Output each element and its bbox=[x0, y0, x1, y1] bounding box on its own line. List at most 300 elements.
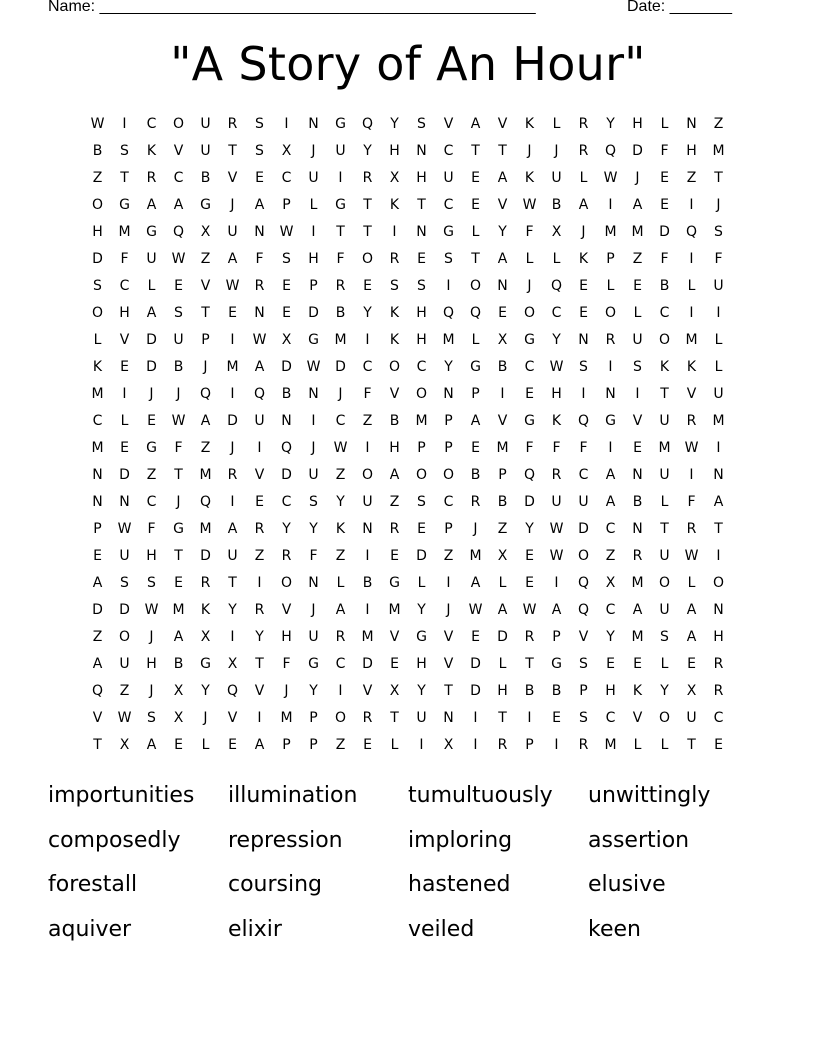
grid-letter: R bbox=[389, 251, 400, 267]
grid-letter: U bbox=[713, 386, 724, 402]
grid-letter: D bbox=[92, 251, 103, 267]
grid-row bbox=[84, 165, 732, 192]
grid-letter: M bbox=[712, 413, 725, 429]
grid-letter: G bbox=[389, 575, 400, 591]
grid-letter: I bbox=[473, 737, 478, 753]
grid-letter: V bbox=[119, 332, 130, 348]
grid-letter: H bbox=[605, 683, 616, 699]
grid-letter: J bbox=[176, 386, 181, 402]
grid-letter: B bbox=[497, 359, 508, 375]
grid-letter: M bbox=[334, 332, 347, 348]
grid-letter: L bbox=[714, 332, 723, 348]
grid-letter: H bbox=[119, 305, 130, 321]
grid-letter: A bbox=[173, 197, 184, 213]
grid-letter: T bbox=[363, 224, 372, 240]
grid-letter: T bbox=[174, 467, 183, 483]
grid-letter: G bbox=[335, 116, 346, 132]
grid-letter: P bbox=[444, 413, 453, 429]
grid-letter: F bbox=[120, 251, 129, 267]
grid-letter: Y bbox=[282, 521, 291, 537]
grid-letter: E bbox=[363, 737, 372, 753]
grid-letter: G bbox=[470, 359, 481, 375]
grid-letter: Y bbox=[417, 602, 426, 618]
grid-letter: L bbox=[336, 575, 345, 591]
grid-letter: N bbox=[443, 710, 454, 726]
grid-letter: Q bbox=[199, 386, 212, 402]
grid-letter: E bbox=[525, 386, 534, 402]
grid-letter: I bbox=[554, 575, 559, 591]
grid-letter: A bbox=[92, 575, 103, 591]
grid-letter: W bbox=[522, 197, 537, 213]
grid-letter: D bbox=[146, 359, 157, 375]
grid-letter: X bbox=[281, 143, 292, 159]
grid-letter: W bbox=[171, 413, 186, 429]
grid-letter: I bbox=[689, 305, 694, 321]
grid-letter: G bbox=[416, 629, 427, 645]
grid-letter: H bbox=[713, 629, 724, 645]
grid-letter: A bbox=[713, 494, 724, 510]
grid-letter: P bbox=[552, 629, 561, 645]
grid-letter: I bbox=[338, 170, 343, 186]
grid-letter: B bbox=[281, 386, 292, 402]
grid-letter: T bbox=[120, 170, 129, 186]
grid-letter: N bbox=[362, 521, 373, 537]
grid-letter: V bbox=[281, 602, 292, 618]
grid-letter: M bbox=[280, 710, 293, 726]
grid-letter: Y bbox=[309, 683, 318, 699]
grid-letter: W bbox=[522, 602, 537, 618]
grid-letter: U bbox=[227, 224, 238, 240]
grid-letter: E bbox=[471, 629, 480, 645]
grid-letter: I bbox=[338, 683, 343, 699]
grid-letter: B bbox=[92, 143, 103, 159]
grid-letter: J bbox=[149, 683, 154, 699]
word-bank-item: keen bbox=[588, 916, 641, 942]
word-bank-item: repression bbox=[228, 827, 343, 853]
grid-letter: S bbox=[147, 710, 156, 726]
grid-letter: V bbox=[497, 116, 508, 132]
grid-letter: I bbox=[473, 710, 478, 726]
grid-letter: Z bbox=[92, 629, 103, 645]
grid-letter: F bbox=[552, 440, 561, 456]
grid-letter: A bbox=[254, 197, 265, 213]
grid-letter: W bbox=[144, 602, 159, 618]
grid-letter: G bbox=[119, 197, 130, 213]
grid-letter: M bbox=[226, 359, 239, 375]
grid-letter: V bbox=[497, 413, 508, 429]
grid-letter: N bbox=[443, 386, 454, 402]
grid-letter: L bbox=[498, 575, 507, 591]
grid-letter: H bbox=[551, 386, 562, 402]
grid-letter: S bbox=[255, 143, 264, 159]
grid-letter: M bbox=[172, 602, 185, 618]
grid-letter: J bbox=[311, 602, 316, 618]
grid-letter: N bbox=[578, 332, 589, 348]
grid-letter: E bbox=[633, 278, 642, 294]
grid-letter: O bbox=[658, 710, 671, 726]
grid-letter: E bbox=[228, 305, 237, 321]
grid-letter: J bbox=[230, 197, 235, 213]
grid-letter: N bbox=[416, 143, 427, 159]
grid-letter: Q bbox=[550, 278, 563, 294]
grid-letter: X bbox=[389, 683, 400, 699]
grid-letter: R bbox=[362, 710, 373, 726]
grid-letter: M bbox=[496, 440, 509, 456]
grid-letter: R bbox=[200, 575, 211, 591]
word-bank-item: aquiver bbox=[48, 916, 132, 942]
grid-letter: Z bbox=[335, 548, 346, 564]
grid-letter: J bbox=[203, 359, 208, 375]
grid-letter: Q bbox=[91, 683, 104, 699]
grid-letter: C bbox=[605, 710, 616, 726]
grid-letter: F bbox=[579, 440, 588, 456]
grid-letter: L bbox=[471, 224, 480, 240]
grid-letter: D bbox=[92, 602, 103, 618]
grid-letter: P bbox=[282, 197, 291, 213]
grid-letter: P bbox=[444, 440, 453, 456]
grid-letter: H bbox=[389, 440, 400, 456]
grid-letter: F bbox=[525, 440, 534, 456]
grid-letter: Z bbox=[335, 467, 346, 483]
grid-letter: J bbox=[635, 170, 640, 186]
grid-letter: T bbox=[714, 521, 723, 537]
grid-letter: E bbox=[390, 548, 399, 564]
grid-letter: Z bbox=[443, 548, 454, 564]
grid-letter: J bbox=[284, 683, 289, 699]
grid-letter: R bbox=[578, 737, 589, 753]
grid-letter: H bbox=[686, 143, 697, 159]
grid-letter: S bbox=[120, 575, 129, 591]
grid-letter: I bbox=[446, 575, 451, 591]
grid-letter: R bbox=[632, 548, 643, 564]
grid-letter: I bbox=[392, 224, 397, 240]
grid-letter: H bbox=[92, 224, 103, 240]
grid-letter: I bbox=[230, 494, 235, 510]
grid-letter: V bbox=[443, 116, 454, 132]
grid-letter: S bbox=[417, 116, 426, 132]
grid-letter: D bbox=[119, 602, 130, 618]
grid-row bbox=[84, 678, 732, 705]
grid-letter: W bbox=[549, 521, 564, 537]
grid-letter: N bbox=[605, 386, 616, 402]
grid-letter: I bbox=[230, 332, 235, 348]
grid-letter: P bbox=[606, 251, 615, 267]
grid-letter: U bbox=[308, 629, 319, 645]
grid-letter: U bbox=[308, 170, 319, 186]
grid-letter: Z bbox=[632, 251, 643, 267]
grid-letter: R bbox=[254, 278, 265, 294]
grid-letter: W bbox=[225, 278, 240, 294]
grid-letter: T bbox=[174, 548, 183, 564]
grid-letter: D bbox=[497, 629, 508, 645]
grid-letter: C bbox=[281, 170, 292, 186]
grid-letter: V bbox=[254, 683, 265, 699]
grid-letter: Q bbox=[523, 467, 536, 483]
grid-letter: E bbox=[120, 440, 129, 456]
grid-letter: E bbox=[282, 278, 291, 294]
grid-letter: F bbox=[147, 521, 156, 537]
grid-letter: K bbox=[659, 359, 670, 375]
grid-letter: A bbox=[254, 359, 265, 375]
grid-letter: X bbox=[389, 170, 400, 186]
grid-letter: K bbox=[389, 197, 400, 213]
grid-letter: E bbox=[660, 170, 669, 186]
grid-letter: H bbox=[416, 656, 427, 672]
grid-letter: F bbox=[174, 440, 183, 456]
grid-row bbox=[84, 273, 732, 300]
grid-letter: Y bbox=[606, 116, 615, 132]
grid-letter: G bbox=[524, 332, 535, 348]
grid-letter: L bbox=[687, 575, 696, 591]
grid-letter: J bbox=[446, 602, 451, 618]
grid-letter: O bbox=[91, 197, 104, 213]
grid-letter: E bbox=[471, 440, 480, 456]
grid-letter: D bbox=[578, 521, 589, 537]
grid-row bbox=[84, 246, 732, 273]
grid-letter: P bbox=[93, 521, 102, 537]
grid-letter: D bbox=[146, 332, 157, 348]
grid-letter: O bbox=[415, 467, 428, 483]
grid-letter: R bbox=[389, 521, 400, 537]
grid-letter: V bbox=[254, 467, 265, 483]
grid-letter: J bbox=[527, 143, 532, 159]
grid-letter: Q bbox=[577, 413, 590, 429]
grid-letter: I bbox=[500, 386, 505, 402]
grid-letter: I bbox=[689, 197, 694, 213]
grid-row bbox=[84, 381, 732, 408]
grid-letter: I bbox=[419, 737, 424, 753]
grid-letter: R bbox=[335, 629, 346, 645]
grid-letter: A bbox=[227, 521, 238, 537]
grid-letter: B bbox=[362, 575, 373, 591]
grid-letter: V bbox=[227, 170, 238, 186]
grid-letter: Q bbox=[253, 386, 266, 402]
date-field-line: Date: _______ bbox=[627, 0, 732, 15]
grid-letter: L bbox=[309, 197, 318, 213]
word-bank-item: elusive bbox=[588, 872, 666, 897]
grid-letter: U bbox=[119, 656, 130, 672]
grid-letter: I bbox=[257, 710, 262, 726]
grid-letter: A bbox=[254, 737, 265, 753]
grid-letter: C bbox=[659, 305, 670, 321]
grid-letter: T bbox=[525, 656, 534, 672]
grid-letter: U bbox=[119, 548, 130, 564]
grid-letter: S bbox=[417, 278, 426, 294]
grid-letter: V bbox=[389, 629, 400, 645]
grid-letter: Z bbox=[362, 413, 373, 429]
grid-letter: O bbox=[658, 575, 671, 591]
grid-letter: Y bbox=[309, 521, 318, 537]
grid-letter: C bbox=[605, 521, 616, 537]
grid-letter: U bbox=[362, 494, 373, 510]
grid-letter: B bbox=[470, 467, 481, 483]
grid-letter: T bbox=[687, 737, 696, 753]
grid-letter: Y bbox=[525, 521, 534, 537]
grid-letter: H bbox=[497, 683, 508, 699]
word-bank-item: assertion bbox=[588, 827, 690, 853]
grid-letter: Y bbox=[363, 143, 372, 159]
grid-letter: M bbox=[469, 548, 482, 564]
word-bank-item: forestall bbox=[48, 872, 138, 897]
grid-letter: U bbox=[686, 710, 697, 726]
grid-letter: E bbox=[714, 737, 723, 753]
grid-letter: N bbox=[686, 116, 697, 132]
grid-letter: W bbox=[684, 440, 699, 456]
grid-letter: Z bbox=[713, 116, 724, 132]
grid-letter: Z bbox=[497, 521, 508, 537]
grid-letter: Y bbox=[336, 494, 345, 510]
grid-letter: A bbox=[173, 629, 184, 645]
grid-letter: C bbox=[416, 359, 427, 375]
grid-row bbox=[84, 354, 732, 381]
grid-letter: N bbox=[713, 467, 724, 483]
grid-letter: N bbox=[308, 116, 319, 132]
grid-letter: D bbox=[281, 359, 292, 375]
grid-letter: O bbox=[415, 386, 428, 402]
grid-letter: W bbox=[549, 548, 564, 564]
grid-letter: V bbox=[497, 197, 508, 213]
grid-letter: O bbox=[712, 575, 725, 591]
grid-letter: Y bbox=[201, 683, 210, 699]
grid-letter: C bbox=[551, 305, 562, 321]
grid-letter: E bbox=[174, 737, 183, 753]
grid-letter: U bbox=[578, 494, 589, 510]
grid-letter: N bbox=[254, 224, 265, 240]
grid-letter: R bbox=[686, 521, 697, 537]
grid-letter: F bbox=[714, 251, 723, 267]
grid-letter: A bbox=[92, 656, 103, 672]
grid-letter: V bbox=[632, 413, 643, 429]
grid-letter: X bbox=[200, 629, 211, 645]
grid-letter: Y bbox=[363, 305, 372, 321]
grid-letter: E bbox=[633, 440, 642, 456]
grid-letter: A bbox=[632, 602, 643, 618]
grid-letter: P bbox=[579, 683, 588, 699]
grid-letter: Z bbox=[146, 467, 157, 483]
grid-letter: V bbox=[443, 629, 454, 645]
grid-letter: T bbox=[336, 224, 345, 240]
grid-letter: K bbox=[146, 143, 157, 159]
grid-letter: C bbox=[443, 197, 454, 213]
grid-letter: A bbox=[497, 251, 508, 267]
grid-letter: H bbox=[281, 629, 292, 645]
grid-row bbox=[84, 300, 732, 327]
grid-letter: C bbox=[443, 143, 454, 159]
grid-letter: P bbox=[525, 737, 534, 753]
grid-letter: K bbox=[632, 683, 643, 699]
grid-letter: M bbox=[91, 440, 104, 456]
grid-letter: I bbox=[554, 737, 559, 753]
grid-letter: G bbox=[146, 440, 157, 456]
word-bank bbox=[48, 778, 768, 956]
grid-letter: G bbox=[443, 224, 454, 240]
grid-letter: T bbox=[201, 305, 210, 321]
grid-letter: B bbox=[173, 656, 184, 672]
grid-letter: T bbox=[660, 521, 669, 537]
grid-letter: D bbox=[470, 656, 481, 672]
grid-letter: C bbox=[92, 413, 103, 429]
grid-letter: P bbox=[444, 521, 453, 537]
grid-letter: B bbox=[551, 683, 562, 699]
grid-letter: B bbox=[389, 413, 400, 429]
grid-letter: C bbox=[605, 602, 616, 618]
grid-letter: X bbox=[119, 737, 130, 753]
grid-letter: P bbox=[282, 737, 291, 753]
grid-letter: V bbox=[200, 278, 211, 294]
grid-letter: R bbox=[686, 413, 697, 429]
grid-letter: S bbox=[579, 656, 588, 672]
grid-letter: A bbox=[146, 305, 157, 321]
grid-letter: Y bbox=[417, 683, 426, 699]
grid-letter: F bbox=[336, 251, 345, 267]
grid-letter: E bbox=[606, 656, 615, 672]
grid-letter: K bbox=[200, 602, 211, 618]
grid-letter: T bbox=[498, 143, 507, 159]
grid-letter: R bbox=[713, 656, 724, 672]
grid-letter: P bbox=[309, 737, 318, 753]
grid-letter: O bbox=[280, 575, 293, 591]
grid-letter: N bbox=[632, 521, 643, 537]
grid-letter: L bbox=[633, 305, 642, 321]
grid-letter: F bbox=[660, 251, 669, 267]
grid-row bbox=[84, 651, 732, 678]
grid-row bbox=[84, 624, 732, 651]
grid-letter: L bbox=[660, 116, 669, 132]
grid-letter: I bbox=[365, 440, 370, 456]
grid-letter: T bbox=[390, 710, 399, 726]
grid-letter: C bbox=[173, 170, 184, 186]
grid-letter: E bbox=[174, 575, 183, 591]
grid-letter: I bbox=[527, 710, 532, 726]
grid-letter: K bbox=[686, 359, 697, 375]
grid-letter: E bbox=[633, 656, 642, 672]
grid-letter: W bbox=[468, 602, 483, 618]
grid-letter: R bbox=[578, 143, 589, 159]
grid-letter: G bbox=[200, 197, 211, 213]
grid-letter: O bbox=[577, 548, 590, 564]
grid-letter: O bbox=[361, 467, 374, 483]
grid-letter: V bbox=[686, 386, 697, 402]
grid-letter: C bbox=[335, 656, 346, 672]
page-title: "A Story of An Hour" bbox=[170, 37, 646, 91]
grid-letter: I bbox=[257, 575, 262, 591]
grid-letter: I bbox=[716, 440, 721, 456]
grid-letter: R bbox=[335, 278, 346, 294]
grid-letter: A bbox=[146, 737, 157, 753]
grid-letter: F bbox=[687, 494, 696, 510]
grid-letter: M bbox=[631, 629, 644, 645]
grid-letter: M bbox=[712, 143, 725, 159]
grid-letter: X bbox=[200, 224, 211, 240]
grid-letter: M bbox=[604, 737, 617, 753]
grid-letter: R bbox=[254, 602, 265, 618]
word-bank-item: illumination bbox=[228, 783, 358, 808]
grid-letter: B bbox=[524, 683, 535, 699]
grid-letter: I bbox=[689, 251, 694, 267]
grid-letter: L bbox=[471, 332, 480, 348]
grid-letter: D bbox=[659, 224, 670, 240]
grid-letter: G bbox=[335, 197, 346, 213]
grid-letter: U bbox=[254, 413, 265, 429]
grid-letter: Y bbox=[444, 359, 453, 375]
grid-letter: L bbox=[579, 170, 588, 186]
grid-letter: L bbox=[660, 494, 669, 510]
grid-letter: I bbox=[689, 467, 694, 483]
grid-letter: F bbox=[282, 656, 291, 672]
grid-letter: W bbox=[252, 332, 267, 348]
grid-letter: X bbox=[686, 683, 697, 699]
grid-letter: I bbox=[608, 440, 613, 456]
